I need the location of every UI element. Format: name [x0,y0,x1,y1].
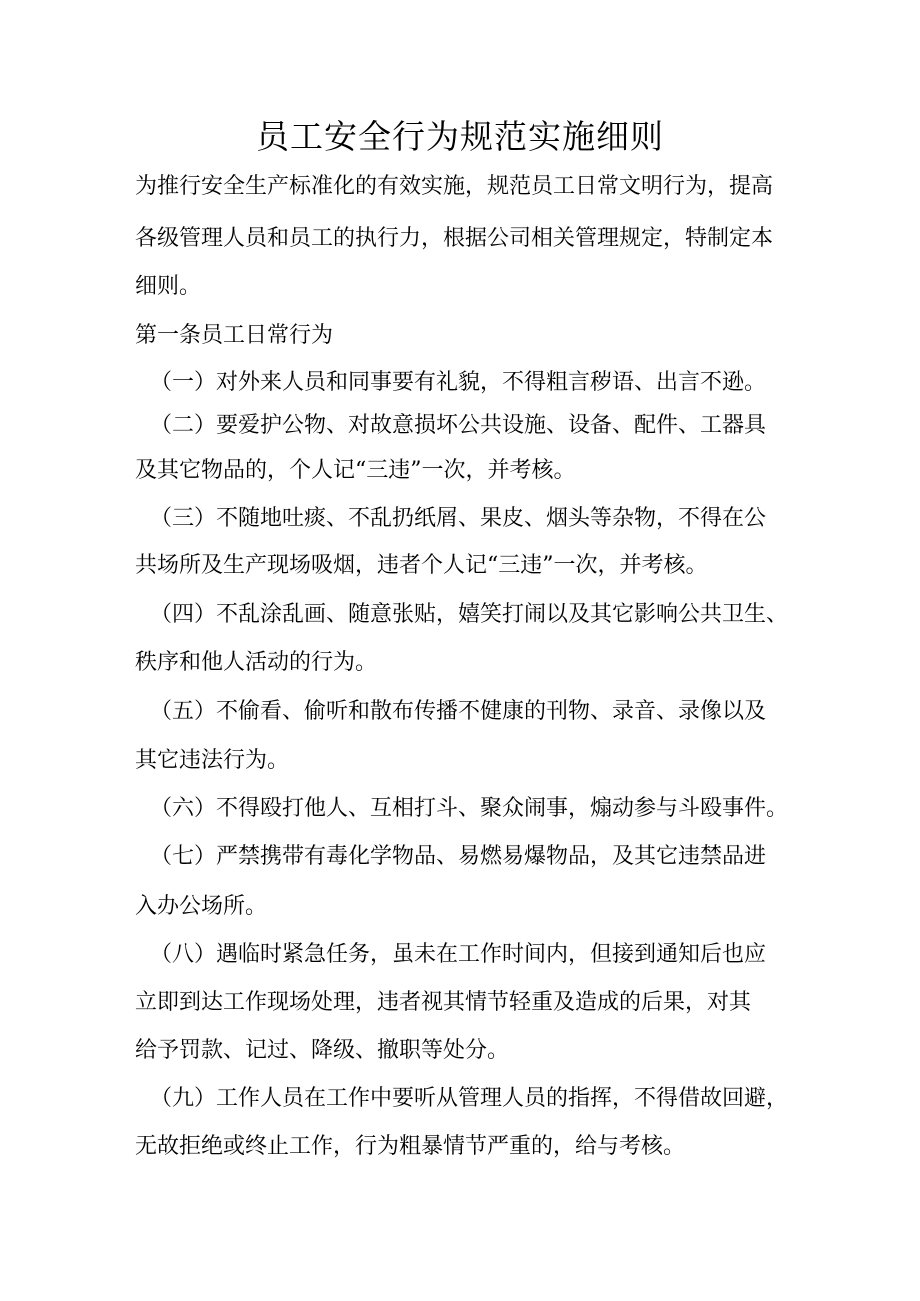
item-9-line-2: 无故拒绝或终止工作，行为粗暴情节严重的，给与考核。 [135,1134,686,1159]
intro-line-3: 细则。 [135,274,202,299]
item-4-line-1: （四）不乱涂乱画、随意张贴，嬉笑打闹以及其它影响公共卫生、 [150,602,789,627]
article-heading: 第一条员工日常行为 [135,323,334,348]
item-1-line-1: （一）对外来人员和同事要有礼貌，不得粗言秽语、出言不逊。 [150,370,767,395]
item-8-line-2: 立即到达工作现场处理，违者视其情节轻重及造成的后果，对其 [135,990,752,1015]
item-3-line-2: 共场所及生产现场吸烟，违者个人记“三违”一次，并考核。 [135,553,708,578]
document-title: 员工安全行为规范实施细则 [256,117,664,156]
item-7-line-2: 入办公场所。 [135,894,268,919]
item-5-line-1: （五）不偷看、偷听和散布传播不健康的刊物、录音、录像以及 [150,699,767,724]
item-9-line-1: （九）工作人员在工作中要听从管理人员的指挥，不得借故回避， [150,1086,789,1111]
item-6-line-1: （六）不得殴打他人、互相打斗、聚众闹事，煽动参与斗殴事件。 [150,796,789,821]
item-8-line-1: （八）遇临时紧急任务，虽未在工作时间内，但接到通知后也应 [150,942,767,967]
item-2-line-2: 及其它物品的，个人记“三违”一次，并考核。 [135,458,576,483]
item-8-line-3: 给予罚款、记过、降级、撤职等处分。 [135,1038,510,1063]
item-2-line-1: （二）要爱护公物、对故意损坏公共设施、设备、配件、工器具 [150,413,767,438]
intro-line-2: 各级管理人员和员工的执行力，根据公司相关管理规定，特制定本 [135,226,774,251]
item-7-line-1: （七）严禁携带有毒化学物品、易燃易爆物品，及其它违禁品进 [150,844,767,869]
intro-line-1: 为推行安全生产标准化的有效实施，规范员工日常文明行为，提高 [135,174,774,199]
item-4-line-2: 秩序和他人活动的行为。 [135,650,378,675]
item-3-line-1: （三）不随地吐痰、不乱扔纸屑、果皮、烟头等杂物，不得在公 [150,506,767,531]
item-5-line-2: 其它违法行为。 [135,748,290,773]
